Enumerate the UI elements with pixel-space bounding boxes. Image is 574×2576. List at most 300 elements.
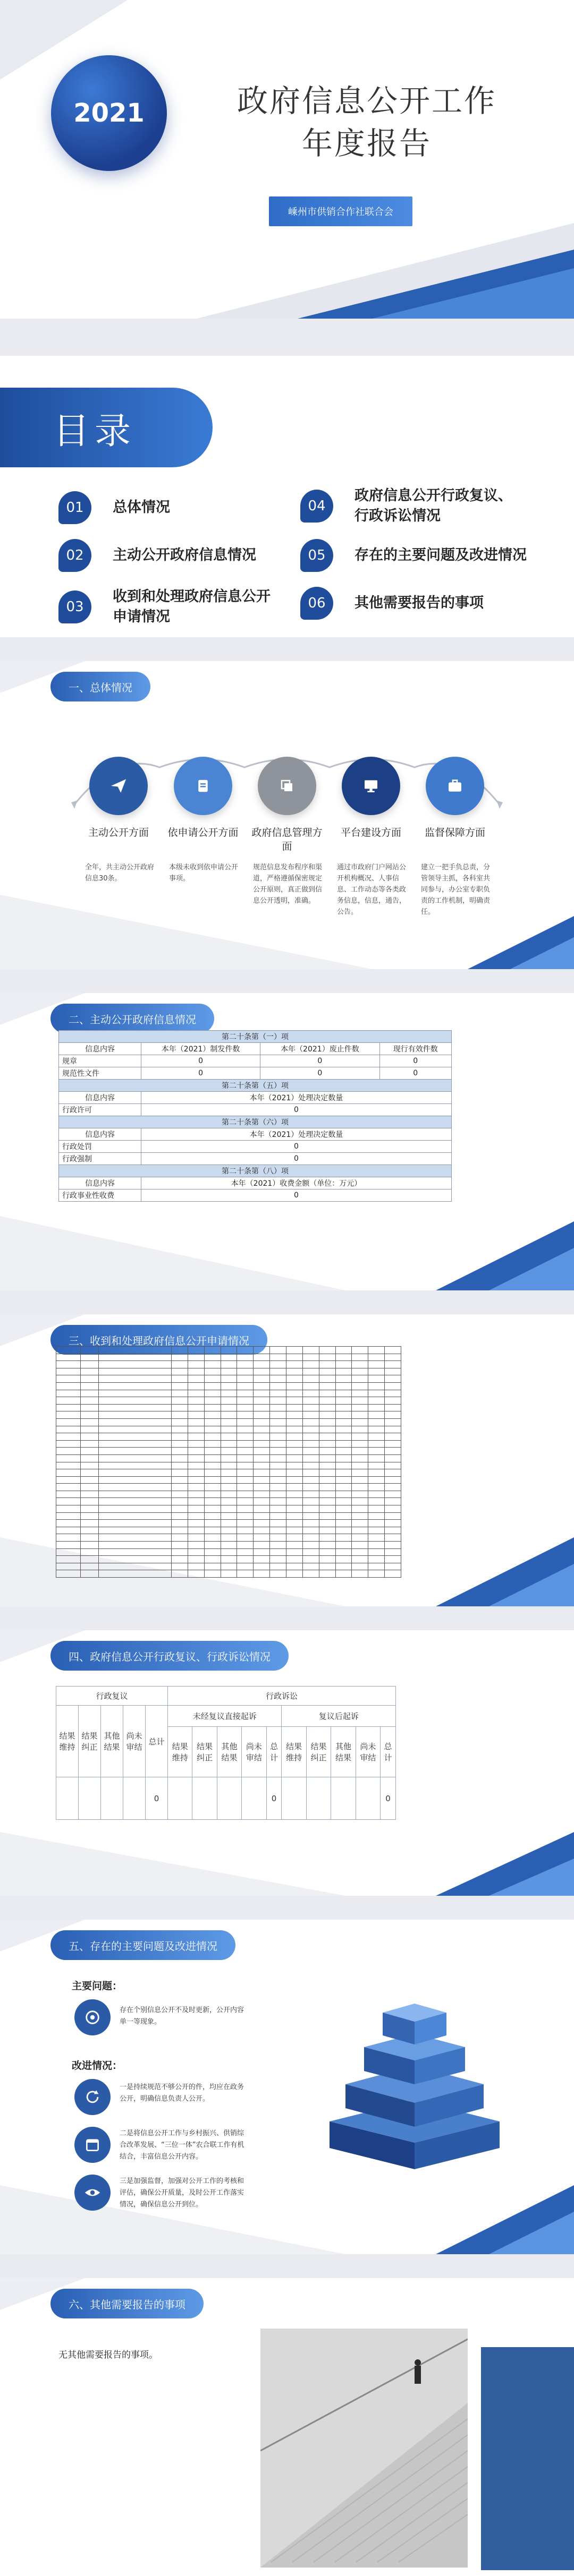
cell [270,1390,286,1397]
node-desc: 通过市政府门户网站公开机构概况、人事信息、工作动态等各类政务信息，信息，通告，公告。 [337,863,407,916]
cell [204,1347,221,1354]
cell [172,1520,188,1527]
header-cell: 信息内容 [59,1043,141,1055]
cell [188,1404,204,1411]
cell [221,1368,237,1375]
toc-label: 总体情况 [113,499,170,516]
cell [172,1570,188,1578]
cell [352,1462,368,1469]
cell [237,1476,254,1484]
staircase-photo [260,2329,468,2568]
col-header: 其他结果 [331,1727,356,1777]
cell [352,1368,368,1375]
cell [335,1418,352,1426]
cell [356,1777,380,1820]
col-header: 结果纠正 [79,1706,101,1777]
cell [302,1347,319,1354]
cell [237,1491,254,1498]
cell [286,1411,302,1419]
cell [221,1418,237,1426]
cell [319,1390,335,1397]
cell [221,1534,237,1542]
cell [221,1476,237,1484]
table-row [56,1527,401,1534]
cell [335,1520,352,1527]
cell [254,1570,270,1578]
cell [237,1548,254,1556]
cell [352,1411,368,1419]
col-header: 总计 [146,1706,168,1777]
cell [254,1440,270,1448]
node-title: 平台建设方面 [340,827,401,838]
cell [286,1426,302,1433]
cell [319,1368,335,1375]
cell [221,1498,237,1505]
cell [368,1462,385,1469]
cell [172,1382,188,1390]
cell [368,1404,385,1411]
cell [221,1411,237,1419]
cell [56,1404,81,1411]
toc-item-04[interactable] [300,486,534,526]
cell [302,1411,319,1419]
cell [188,1484,204,1491]
toc-item-02[interactable] [58,539,292,572]
cell [204,1491,221,1498]
problem-icon [74,1999,111,2035]
cell [98,1542,171,1549]
cell: 0 [141,1104,451,1116]
toc-item-06[interactable] [300,587,534,620]
section4-tag: 四、政府信息公开行政复议、行政诉讼情况 [50,1641,289,1671]
cell [270,1556,286,1563]
cell [385,1375,401,1383]
cell [204,1440,221,1448]
cell [98,1505,171,1513]
cell [385,1404,401,1411]
cell [352,1433,368,1441]
cell [56,1347,81,1354]
cell [368,1390,385,1397]
cell [319,1347,335,1354]
node-desc: 建立一把手负总责，分管领导主抓，各科室共同参与，办公室专职负责的工作机制，明确责任。 [421,863,491,916]
toc-num: 06 [300,587,333,620]
cell [270,1404,286,1411]
divider [0,1606,574,1630]
cell [270,1462,286,1469]
cell [80,1390,98,1397]
cell [221,1462,237,1469]
cell [56,1469,81,1477]
cell [306,1777,331,1820]
cell [302,1404,319,1411]
cell [286,1534,302,1542]
cell [98,1570,171,1578]
toc-item-05[interactable] [300,539,534,572]
cell [80,1382,98,1390]
col-header: 结果纠正 [306,1727,331,1777]
cell [172,1375,188,1383]
cell [286,1440,302,1448]
cell [286,1354,302,1361]
table-row [56,1462,401,1469]
cell [385,1426,401,1433]
col-header: 尚未审结 [123,1706,146,1777]
cell [385,1505,401,1513]
cell [352,1556,368,1563]
cell [98,1512,171,1520]
cell [385,1548,401,1556]
cell [172,1397,188,1405]
toc-label: 政府信息公开行政复议、行政诉讼情况 [354,487,512,524]
cell [188,1347,204,1354]
cell [286,1382,302,1390]
cell [385,1563,401,1570]
cell [204,1505,221,1513]
header-review: 行政复议 [56,1687,168,1706]
cell [368,1454,385,1462]
cell [56,1354,81,1361]
toc-heading: 目录 [53,410,137,452]
cell [254,1556,270,1563]
table-row [56,1375,401,1383]
cell [172,1469,188,1477]
cell [188,1433,204,1441]
cell [237,1527,254,1534]
cell [368,1347,385,1354]
cell [204,1390,221,1397]
node-title: 监督保障方面 [424,827,485,838]
cell [172,1404,188,1411]
table-row [56,1411,401,1419]
cell [352,1563,368,1570]
improve-icon-2 [74,2127,111,2163]
table-row [56,1469,401,1477]
table-row [56,1484,401,1491]
cell [221,1433,237,1441]
cell [172,1498,188,1505]
cell [319,1534,335,1542]
cell [56,1454,81,1462]
toc-label: 收到和处理政府信息公开申请情况 [113,588,271,625]
cell [368,1476,385,1484]
table-row [56,1454,401,1462]
cell [221,1354,237,1361]
cell [221,1361,237,1368]
cell [319,1563,335,1570]
stacked-cubes-illustration [319,1973,510,2175]
cell [319,1512,335,1520]
review-litigation-table [56,1686,396,1820]
cell [98,1448,171,1455]
cell [237,1440,254,1448]
cell [56,1368,81,1375]
cell [286,1563,302,1570]
cell [80,1448,98,1455]
cell [237,1382,254,1390]
header-cell: 信息内容 [59,1092,141,1104]
toc-item-01[interactable] [58,491,260,524]
cell [123,1777,146,1820]
cell [204,1534,221,1542]
header-cell: 本年（2021）制发件数 [141,1043,260,1055]
cell [286,1491,302,1498]
cell [188,1440,204,1448]
cell [204,1375,221,1383]
cell [302,1556,319,1563]
monitor-icon [362,777,379,794]
cell [385,1520,401,1527]
col-header: 结果维持 [282,1727,306,1777]
toc-label: 其他需要报告的事项 [354,595,484,611]
cell [80,1548,98,1556]
cell [56,1390,81,1397]
cell [80,1542,98,1549]
cell [335,1563,352,1570]
cell [80,1505,98,1513]
cell [368,1527,385,1534]
cell [237,1418,254,1426]
cell [385,1498,401,1505]
cell [352,1361,368,1368]
cover-title-line2: 年度报告 [301,125,432,161]
cell [98,1354,171,1361]
table-row [56,1491,401,1498]
cell [335,1433,352,1441]
cell [98,1469,171,1477]
cell [319,1411,335,1419]
cell [302,1520,319,1527]
cell [385,1390,401,1397]
cell [221,1570,237,1578]
cell [188,1520,204,1527]
cell [385,1534,401,1542]
cover-subtitle: 嵊州市供销合作社联合会 [269,196,412,226]
cell [221,1548,237,1556]
cell [237,1570,254,1578]
cell [302,1361,319,1368]
cell [270,1448,286,1455]
cell [319,1382,335,1390]
cell [204,1368,221,1375]
cell [188,1512,204,1520]
cell [302,1448,319,1455]
section3-tag: 三、收到和处理政府信息公开申请情况 [50,1325,267,1355]
cell [204,1542,221,1549]
cell [368,1354,385,1361]
cell [335,1448,352,1455]
cell [286,1512,302,1520]
cell [385,1347,401,1354]
cell [56,1505,81,1513]
cell [237,1354,254,1361]
cell [98,1440,171,1448]
cell [254,1476,270,1484]
improve-title: 改进情况： [72,2060,123,2072]
cell [221,1556,237,1563]
node-platform [342,757,400,815]
cell [254,1354,270,1361]
cell [56,1448,81,1455]
cell [80,1368,98,1375]
cell [385,1411,401,1419]
cell [204,1498,221,1505]
cell [188,1448,204,1455]
cell [368,1411,385,1419]
cell [335,1361,352,1368]
col-header: 尚未审结 [356,1727,380,1777]
cell [172,1556,188,1563]
cell [368,1368,385,1375]
cell [188,1476,204,1484]
divider [0,1290,574,1314]
cell [335,1404,352,1411]
improve-text-3: 三是加强监督，加强对公开工作的考核和评估，确保公开质量，及时公开工作落实情况，确保信息公开到位。 [120,2177,244,2209]
cell [254,1520,270,1527]
cell [80,1462,98,1469]
cell [188,1368,204,1375]
cell [254,1498,270,1505]
cell [385,1512,401,1520]
cell [302,1491,319,1498]
cell [302,1469,319,1477]
cell [302,1354,319,1361]
divider [0,2254,574,2278]
cell [98,1520,171,1527]
cell [270,1454,286,1462]
improve-text-1: 一是持续规范不够公开的件，均应在政务公开，明确信息负责人公开。 [120,2083,244,2103]
cell [56,1556,81,1563]
cell [80,1375,98,1383]
cell [172,1368,188,1375]
cell [352,1469,368,1477]
cell [270,1375,286,1383]
table-row [56,1563,401,1570]
cell [237,1375,254,1383]
cell [56,1512,81,1520]
cell [80,1440,98,1448]
cell [254,1548,270,1556]
cell [368,1505,385,1513]
problem-text: 存在个别信息公开不及时更新，公开内容单一等现象。 [120,2006,244,2026]
cell [286,1469,302,1477]
table-row [56,1433,401,1441]
cell: 0 [141,1055,260,1067]
cell [319,1397,335,1405]
cell [172,1534,188,1542]
cell [56,1433,81,1441]
cell [221,1347,237,1354]
toc-item-03[interactable] [58,587,287,627]
cell [385,1382,401,1390]
cell [204,1411,221,1419]
problems-title: 主要问题： [72,1980,123,1992]
cell [237,1542,254,1549]
cell [80,1469,98,1477]
cell [335,1542,352,1549]
cell: 0 [260,1055,379,1067]
cell [352,1534,368,1542]
cell [221,1404,237,1411]
cell [335,1505,352,1513]
cell [56,1777,79,1820]
cell: 0 [379,1055,451,1067]
cell [56,1534,81,1542]
toc-num: 01 [58,491,91,524]
cell [188,1570,204,1578]
table-row [56,1390,401,1397]
cell [352,1375,368,1383]
cell [319,1527,335,1534]
cell [270,1484,286,1491]
cell [335,1375,352,1383]
table-row [56,1570,401,1578]
cell [221,1426,237,1433]
cell [204,1512,221,1520]
cell [319,1404,335,1411]
cell [302,1418,319,1426]
header-cell: 信息内容 [59,1128,141,1141]
cell [319,1484,335,1491]
cell [204,1433,221,1441]
cell [368,1542,385,1549]
cell [98,1563,171,1570]
cell [188,1361,204,1368]
cell [80,1534,98,1542]
cell [368,1375,385,1383]
table-row [56,1548,401,1556]
cell [204,1469,221,1477]
cell [98,1476,171,1484]
table-row [56,1354,401,1361]
cell [270,1426,286,1433]
active-disclosure-table [58,1030,452,1202]
cell [335,1462,352,1469]
cell [319,1505,335,1513]
cell [254,1368,270,1375]
cell [352,1448,368,1455]
cell [98,1534,171,1542]
cell [319,1354,335,1361]
improve-text-2: 二是将信息公开工作与乡村振兴、供销综合改革发展、“三位一体”农合联工作有机结合，丰富信息公开内容。 [120,2129,244,2161]
node-desc: 本级未收到依申请公开事项。 [169,863,239,883]
cell [385,1556,401,1563]
cell [352,1484,368,1491]
cell [352,1440,368,1448]
table-row [56,1418,401,1426]
table-row [56,1404,401,1411]
cell [56,1440,81,1448]
cell [237,1512,254,1520]
cell [80,1418,98,1426]
cell [368,1556,385,1563]
cell [80,1433,98,1441]
cell [270,1476,286,1484]
cell [286,1454,302,1462]
cell [188,1426,204,1433]
cell [286,1462,302,1469]
header-litigation: 行政诉讼 [168,1687,396,1706]
node-management [258,757,316,815]
cell [385,1354,401,1361]
cell [335,1397,352,1405]
cell [56,1527,81,1534]
cell [302,1440,319,1448]
cell [270,1361,286,1368]
cell [286,1505,302,1513]
cell [188,1390,204,1397]
cell [80,1491,98,1498]
